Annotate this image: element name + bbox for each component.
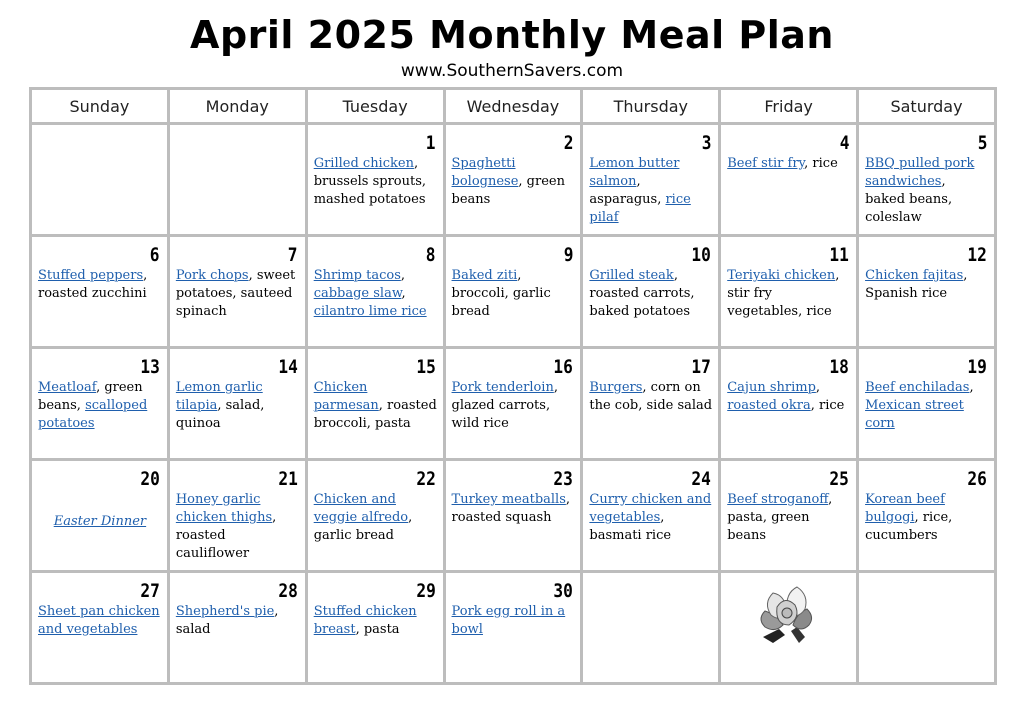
calendar-grid [29,87,997,685]
day-cell-6 [31,236,169,348]
day-cell-3 [582,124,720,236]
day-cell-19 [858,348,996,460]
weekday-header-thursday: Thursday [582,89,720,124]
meal-description [452,603,576,639]
meal-text: , roasted broccoli, pasta [313,398,437,431]
day-number: 28 [278,580,298,602]
weekday-header-wednesday: Wednesday [444,89,582,124]
page-title: April 2025 Monthly Meal Plan [190,13,834,57]
recipe-link[interactable]: Beef stir fry [727,156,805,171]
recipe-link[interactable]: Mexican street corn [865,398,964,431]
meal-text: , sweet potatoes, sauteed spinach [175,268,296,319]
meal-description [314,379,438,433]
recipe-link[interactable]: cilantro lime rice [313,304,427,319]
recipe-link[interactable]: Spaghetti bolognese [451,156,519,189]
magnolia-flower-icon [755,581,817,649]
meal-description [452,155,576,209]
recipe-link[interactable]: Honey garlic chicken thighs [175,492,273,525]
day-cell-30 [444,572,582,684]
weekday-header-monday: Monday [168,89,306,124]
meal-text: , glazed carrots, wild rice [451,380,558,431]
recipe-link[interactable]: Grilled steak [589,268,674,283]
weekday-header-row [31,89,996,124]
recipe-link[interactable]: Turkey meatballs [451,492,566,507]
day-cell-9 [444,236,582,348]
day-cell-4 [720,124,858,236]
day-number: 23 [553,468,574,490]
meal-text: , broccoli, garlic bread [451,268,551,319]
day-number: 21 [278,468,298,490]
meal-text: , rice [810,398,845,413]
day-cell-2 [444,124,582,236]
day-cell-25 [720,460,858,572]
empty-day-cell [582,572,720,684]
meal-text: , [401,286,406,301]
day-cell-8 [306,236,444,348]
meal-text: , pasta, green beans [727,492,833,543]
day-cell-28 [168,572,306,684]
recipe-link[interactable]: Curry chicken and vegetables [589,492,712,525]
meal-text: , asparagus, [589,174,666,207]
meal-description [452,267,576,321]
recipe-link[interactable]: Shrimp tacos [313,268,401,283]
meal-text: , salad [175,604,279,637]
recipe-link[interactable]: Baked ziti [451,268,518,283]
day-cell-21 [168,460,306,572]
day-number: 16 [553,356,574,378]
day-number: 9 [563,244,574,266]
website-url[interactable]: www.SouthernSavers.com [400,61,624,81]
day-number: 15 [416,356,436,378]
meal-description [452,379,576,433]
meal-description [865,155,989,227]
day-cell-5 [858,124,996,236]
day-number: 3 [701,132,712,154]
day-cell-13 [31,348,169,460]
day-number: 12 [967,244,987,266]
meal-text: , brussels sprouts, mashed potatoes [313,156,427,207]
recipe-link[interactable]: Chicken and veggie alfredo [313,492,409,525]
meal-description [865,379,989,433]
recipe-link[interactable]: Beef stroganoff [727,492,829,507]
week-row [31,572,996,684]
day-cell-16 [444,348,582,460]
meal-description [727,491,851,545]
meal-description [589,267,713,321]
day-number: 27 [140,580,160,602]
day-number: 19 [967,356,987,378]
recipe-link[interactable]: Grilled chicken [313,156,414,171]
meal-description [865,491,989,545]
meal-description [314,603,438,639]
meal-text: , rice [804,156,838,171]
recipe-link[interactable]: Stuffed peppers [38,268,144,283]
day-number: 11 [829,244,850,266]
recipe-link[interactable]: Easter Dinner [53,514,147,529]
recipe-link[interactable]: Teriyaki chicken [727,268,836,283]
weekday-header-friday: Friday [720,89,858,124]
day-number: 22 [416,468,436,490]
week-row [31,236,996,348]
meal-description [314,155,438,209]
meal-text: , stir fry vegetables, rice [727,268,840,319]
day-number: 24 [691,468,712,490]
calendar-body [31,124,996,684]
day-cell-22 [306,460,444,572]
meal-description [589,491,713,545]
meal-description [38,379,162,433]
recipe-link[interactable]: Pork tenderloin [451,380,554,395]
day-number: 17 [691,356,712,378]
recipe-link[interactable]: Burgers [589,380,643,395]
meal-text: , green beans [451,174,565,207]
week-row [31,124,996,236]
recipe-link[interactable]: Chicken parmesan [313,380,379,413]
day-number: 14 [278,356,298,378]
meal-description [314,267,438,321]
recipe-link[interactable]: Cajun shrimp [727,380,816,395]
day-number: 29 [416,580,436,602]
meal-description [589,155,713,227]
meal-text: , corn on the cob, side salad [589,380,713,413]
recipe-link[interactable]: Lemon butter salmon [589,156,680,189]
meal-text: , basmati rice [589,510,672,543]
meal-description [38,603,162,639]
empty-day-cell [31,124,169,236]
recipe-link[interactable]: Korean beef bulgogi [865,492,945,525]
weekday-header-tuesday: Tuesday [306,89,444,124]
meal-description [727,267,851,321]
meal-text: , [815,380,821,395]
day-number: 7 [287,244,298,266]
meal-description [176,379,300,433]
recipe-link[interactable]: BBQ pulled pork sandwiches [865,156,975,189]
meal-text: , Spanish rice [865,268,968,301]
recipe-link[interactable]: Stuffed chicken breast [313,604,417,637]
day-number: 25 [829,468,850,490]
weekday-header-sunday: Sunday [31,89,169,124]
day-cell-14 [168,348,306,460]
meal-text: , roasted cauliflower [175,510,277,561]
meal-text: , garlic bread [313,510,413,543]
day-cell-24 [582,460,720,572]
meal-description [727,379,851,415]
day-cell-15 [306,348,444,460]
day-cell-23 [444,460,582,572]
day-cell-26 [858,460,996,572]
day-number: 10 [691,244,712,266]
day-cell-27 [31,572,169,684]
empty-day-cell [858,572,996,684]
meal-text: , [969,380,974,395]
meal-text: , [400,268,406,283]
recipe-link[interactable]: Pork chops [175,268,249,283]
day-number: 6 [150,244,160,266]
day-cell-12 [858,236,996,348]
meal-text: , pasta [355,622,400,637]
recipe-link[interactable]: Meatloaf [38,380,97,395]
day-number: 2 [563,132,574,154]
day-cell-10 [582,236,720,348]
meal-description [176,267,300,321]
recipe-link[interactable]: cabbage slaw [313,286,402,301]
day-number: 4 [839,132,850,154]
day-number: 8 [425,244,436,266]
meal-text: , salad, quinoa [175,398,265,431]
meal-description [314,491,438,545]
meal-text: , baked beans, coleslaw [865,174,953,225]
day-cell-17 [582,348,720,460]
meal-description [176,603,300,639]
meal-description [589,379,713,415]
day-cell-1 [306,124,444,236]
day-number: 20 [140,468,160,490]
recipe-link[interactable]: Beef enchiladas [865,380,970,395]
meal-description [727,155,851,173]
flower-decoration [755,581,817,653]
day-number: 26 [967,468,987,490]
meal-text: , roasted carrots, baked potatoes [589,268,695,319]
day-number: 18 [829,356,850,378]
recipe-link[interactable]: Chicken fajitas [865,268,964,283]
empty-day-cell [720,572,858,684]
meal-description [452,491,576,527]
recipe-link[interactable]: Lemon garlic tilapia [175,380,263,413]
day-cell-11 [720,236,858,348]
day-cell-20 [31,460,169,572]
meal-description [38,513,162,531]
meal-description [176,491,300,563]
empty-day-cell [168,124,306,236]
day-cell-7 [168,236,306,348]
meal-description [38,267,162,303]
recipe-link[interactable]: Pork egg roll in a bowl [451,604,566,637]
day-number: 1 [425,132,436,154]
day-cell-29 [306,572,444,684]
meal-text: , green beans, [38,380,143,413]
week-row [31,348,996,460]
day-number: 30 [553,580,574,602]
recipe-link[interactable]: rice pilaf [589,192,691,225]
day-number: 13 [140,356,160,378]
meal-text: , roasted zucchini [38,268,148,301]
day-cell-18 [720,348,858,460]
recipe-link[interactable]: Sheet pan chicken and vegetables [38,604,160,637]
week-row [31,460,996,572]
recipe-link[interactable]: scalloped potatoes [38,398,148,431]
weekday-header-saturday: Saturday [858,89,996,124]
meal-text: , rice, cucumbers [865,510,953,543]
recipe-link[interactable]: Shepherd's pie [175,604,275,619]
meal-description [865,267,989,303]
meal-text: , roasted squash [451,492,571,525]
recipe-link[interactable]: roasted okra [727,398,811,413]
day-number: 5 [977,132,987,154]
